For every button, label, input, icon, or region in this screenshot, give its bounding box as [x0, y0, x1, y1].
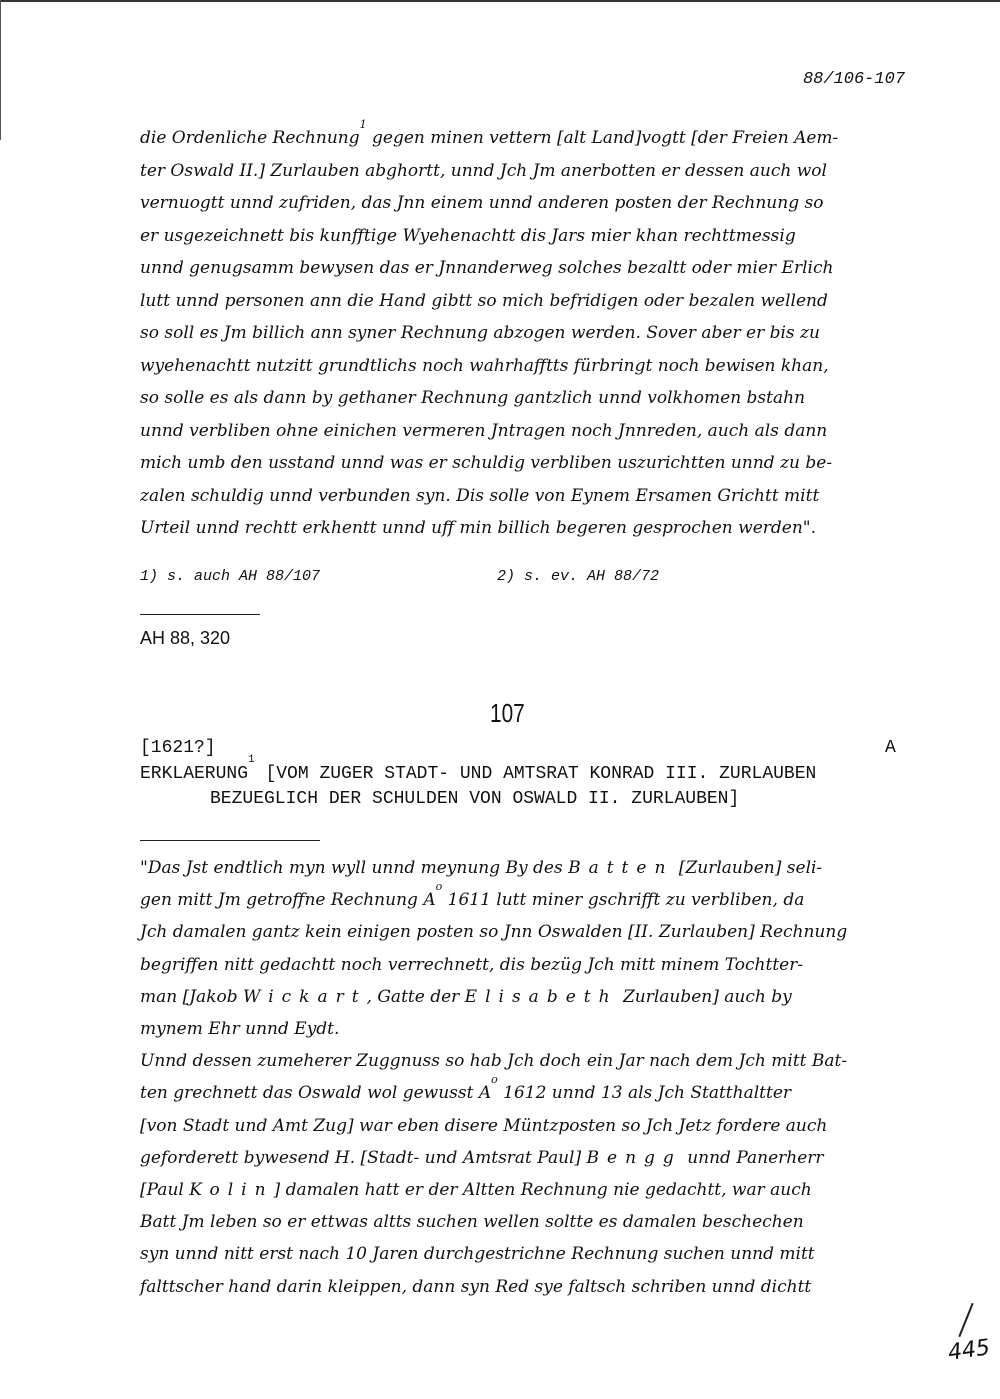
- text-line: [140, 1180, 812, 1200]
- footnote-2: 2) s. ev. AH 88/72: [497, 568, 660, 585]
- text-line: [140, 1277, 811, 1297]
- text-segment: so solle es als dann by gethaner Rechnung gantzlich unnd volkhomen bstahn: [140, 388, 806, 408]
- text-segment: [Zurlauben] seli-: [673, 858, 823, 878]
- page-reference: 88/106-107: [802, 70, 905, 89]
- text-line: [140, 486, 819, 506]
- scan-left-edge: [0, 0, 1, 140]
- text-segment: unnd Panerherr: [681, 1147, 824, 1168]
- text-segment: Jch damalen gantz kein einigen posten so Jnn Oswalden [II. Zurlauben] Rechnung: [140, 922, 848, 943]
- text-line: [140, 880, 805, 911]
- text-segment: lutt unnd personen ann die Hand gibtt so mich befridigen oder bezalen wellend: [140, 290, 828, 311]
- title-word: ERKLAERUNG: [140, 764, 249, 784]
- text-line: [140, 118, 839, 148]
- text-segment: Batt Jm leben so er ettwas altts suchen wellen soltte es damalen beschechen: [140, 1212, 804, 1233]
- scan-top-edge: [0, 0, 1000, 2]
- text-segment: 1611 lutt miner gschrifft zu verbliben, da: [442, 890, 805, 911]
- text-line: [140, 388, 805, 408]
- title-footnote-marker: 1: [248, 754, 255, 766]
- text-segment: er usgezeichnett bis kunfftige Wyehenachtt dis Jars mier khan rechttmessig: [140, 225, 796, 246]
- text-line: [140, 1019, 339, 1039]
- text-line: [140, 1073, 792, 1104]
- footnote-divider: [140, 614, 260, 615]
- text-segment: so soll es Jm billich ann syner Rechnung abzogen werden. Sover aber er bis zu: [140, 323, 820, 343]
- text-segment: Urteil unnd rechtt erkhentt unnd uff min billich begeren gesprochen werden".: [140, 518, 817, 538]
- text-segment: man [Jakob: [140, 986, 244, 1007]
- text-segment: mynem Ehr unnd Eydt.: [140, 1019, 340, 1039]
- text-line: [140, 258, 833, 278]
- text-segment: falttscher hand darin kleippen, dann syn Red sye faltsch schriben unnd dichtt: [140, 1276, 812, 1297]
- text-line: [140, 955, 803, 975]
- text-line: [140, 922, 847, 942]
- text-segment: ten grechnett das Oswald wol gewusst A: [140, 1083, 492, 1104]
- spaced-name: Elisabeth: [464, 986, 618, 1007]
- document-letter: A: [885, 738, 896, 758]
- text-segment: mich umb den usstand unnd was er schuldig verbliben uszurichtten unnd zu be-: [140, 453, 833, 473]
- footnote-marker: 1: [359, 118, 367, 131]
- superscript: o: [491, 1073, 498, 1087]
- title-divider: [140, 840, 320, 841]
- handwritten-mark: [958, 1303, 973, 1337]
- handwritten-page-number: 445: [946, 1335, 992, 1366]
- text-segment: Zurlauben] auch by: [617, 986, 792, 1007]
- text-line: [140, 1244, 815, 1264]
- text-segment: wyehenachtt nutzitt grundtlichs noch wahrhafftts fürbringt noch bewisen khan,: [140, 355, 829, 376]
- text-segment: die Ordenliche Rechnung: [140, 128, 360, 148]
- document-title-line-1: [140, 754, 817, 784]
- text-line: [140, 356, 829, 376]
- document-date: [1621?]: [140, 738, 216, 758]
- text-line: [140, 161, 827, 181]
- footnote-1: 1) s. auch AH 88/107: [140, 568, 321, 585]
- document-title-line-2: BEZUEGLICH DER SCHULDEN VON OSWALD II. ZURLAUBEN]: [210, 789, 740, 809]
- text-segment: , Gatte der: [366, 986, 465, 1007]
- text-segment: Unnd dessen zumeherer Zuggnuss so hab Jch doch ein Jar nach dem Jch mitt Bat-: [140, 1051, 848, 1072]
- text-segment: begriffen nitt gedachtt noch verrechnett, dis bezüg Jch mitt minem Tochtter-: [140, 954, 804, 975]
- spaced-name: Batten: [568, 858, 674, 878]
- text-segment: unnd verbliben ohne einichen vermeren Jntragen noch Jnnreden, auch als dann: [140, 420, 828, 441]
- text-segment: ] damalen hatt er der Altten Rechnung nie gedachtt, war auch: [273, 1180, 812, 1200]
- text-line: [140, 518, 816, 538]
- spaced-name: Kolin: [189, 1180, 274, 1200]
- text-segment: ter Oswald II.] Zurlauben abghortt, unnd Jch Jm anerbotten er dessen auch wol: [140, 160, 827, 181]
- text-line: [140, 1148, 824, 1168]
- text-line: [140, 987, 792, 1007]
- text-segment: "Das Jst endtlich myn wyll unnd meynung By des: [140, 858, 569, 878]
- text-segment: 1612 unnd 13 als Jch Statthaltter: [497, 1083, 792, 1104]
- spaced-name: Bengg: [586, 1147, 682, 1168]
- text-segment: geforderett bywesend H. [Stadt- und Amtsrat Paul]: [140, 1147, 587, 1168]
- text-segment: [Paul: [140, 1180, 190, 1200]
- text-line: [140, 453, 832, 473]
- text-segment: gegen minen vettern [alt Land]vogtt [der Freien Aem-: [366, 128, 839, 148]
- text-line: [140, 226, 796, 246]
- text-segment: [von Stadt und Amt Zug] war eben disere Müntzposten so Jch Jetz fordere auch: [140, 1115, 828, 1136]
- text-segment: gen mitt Jm getroffne Rechnung A: [140, 890, 436, 911]
- text-line: [140, 291, 828, 311]
- text-line: [140, 193, 823, 213]
- spaced-name: Wickart: [243, 986, 367, 1007]
- text-line: [140, 1051, 847, 1071]
- text-segment: zalen schuldig unnd verbunden syn. Dis solle von Eynem Ersamen Grichtt mitt: [140, 485, 820, 506]
- title-rest: [VOM ZUGER STADT- UND AMTSRAT KONRAD III. ZURLAUBEN: [254, 764, 817, 784]
- text-segment: syn unnd nitt erst nach 10 Jaren durchgestrichne Rechnung suchen unnd mitt: [140, 1244, 815, 1265]
- text-segment: unnd genugsamm bewysen das er Jnnanderweg solches bezaltt oder mier Erlich: [140, 258, 834, 278]
- text-line: [140, 1212, 804, 1232]
- text-line: [140, 858, 822, 878]
- text-line: [140, 1116, 827, 1136]
- document-number: 107: [490, 698, 525, 728]
- text-line: [140, 421, 827, 441]
- source-reference: AH 88, 320: [140, 628, 231, 648]
- superscript: o: [435, 880, 443, 894]
- text-line: [140, 323, 820, 343]
- text-segment: vernuogtt unnd zufriden, das Jnn einem unnd anderen posten der Rechnung so: [140, 193, 824, 213]
